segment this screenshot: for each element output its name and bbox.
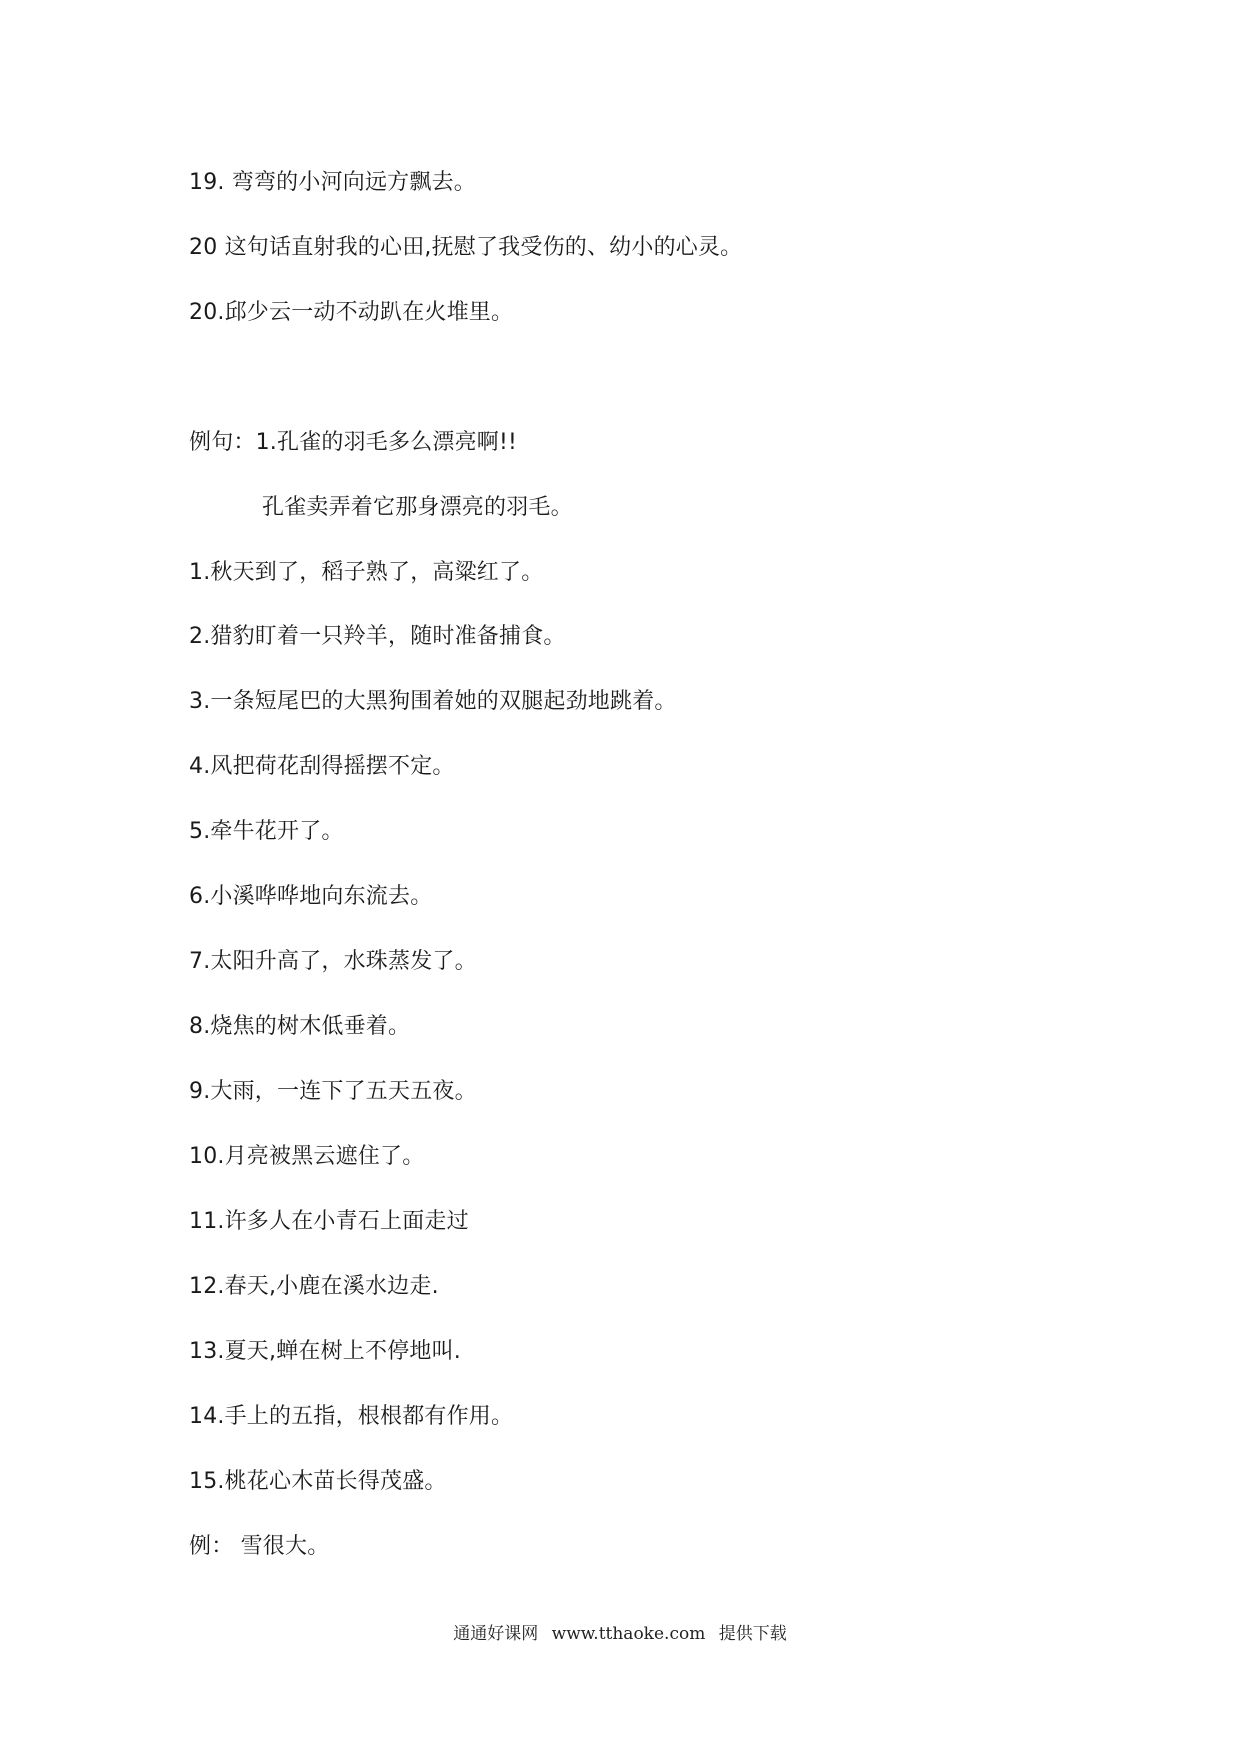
footer-url[interactable]: www.tthaoke.com: [551, 1624, 706, 1644]
example2-label: 例： 雪很大。: [189, 1534, 330, 1559]
exercise-item: 10.月亮被黑云遮住了。: [189, 1144, 425, 1169]
exercise-item: 2.猎豹盯着一只羚羊，随时准备捕食。: [189, 624, 566, 649]
exercise-item: 3.一条短尾巴的大黑狗围着她的双腿起劲地跳着。: [189, 689, 677, 714]
exercise-item: 8.烧焦的树木低垂着。: [189, 1014, 411, 1039]
exercise-item: 13.夏天,蝉在树上不停地叫.: [189, 1339, 461, 1364]
exercise-item: 5.牵牛花开了。: [189, 819, 344, 844]
exercise-item: 1.秋天到了，稻子熟了，高粱红了。: [189, 560, 544, 585]
exercise-item: 14.手上的五指，根根都有作用。: [189, 1404, 514, 1429]
exercise-item: 7.太阳升高了，水珠蒸发了。: [189, 949, 477, 974]
footer-site: 通通好课网: [453, 1624, 539, 1644]
sentence-line: 20.邱少云一动不动趴在火堆里。: [189, 300, 514, 325]
sentence-line: 20 这句话直射我的心田,抚慰了我受伤的、幼小的心灵。: [189, 235, 743, 260]
footer-action: 提供下载: [718, 1624, 787, 1644]
example-label: 例句：1.孔雀的羽毛多么漂亮啊!!: [189, 430, 518, 455]
footer: [0, 1622, 1240, 1646]
exercise-item: 9.大雨，一连下了五天五夜。: [189, 1079, 477, 1104]
exercise-item: 6.小溪哗哗地向东流去。: [189, 884, 433, 909]
sentence-line: 19. 弯弯的小河向远方飘去。: [189, 170, 476, 195]
exercise-item: 12.春天,小鹿在溪水边走.: [189, 1274, 439, 1299]
exercise-item: 15.桃花心木苗长得茂盛。: [189, 1469, 447, 1494]
exercise-item: 4.风把荷花刮得摇摆不定。: [189, 754, 455, 779]
example-answer: 孔雀卖弄着它那身漂亮的羽毛。: [262, 495, 573, 520]
exercise-item: 11.许多人在小青石上面走过: [189, 1209, 469, 1234]
